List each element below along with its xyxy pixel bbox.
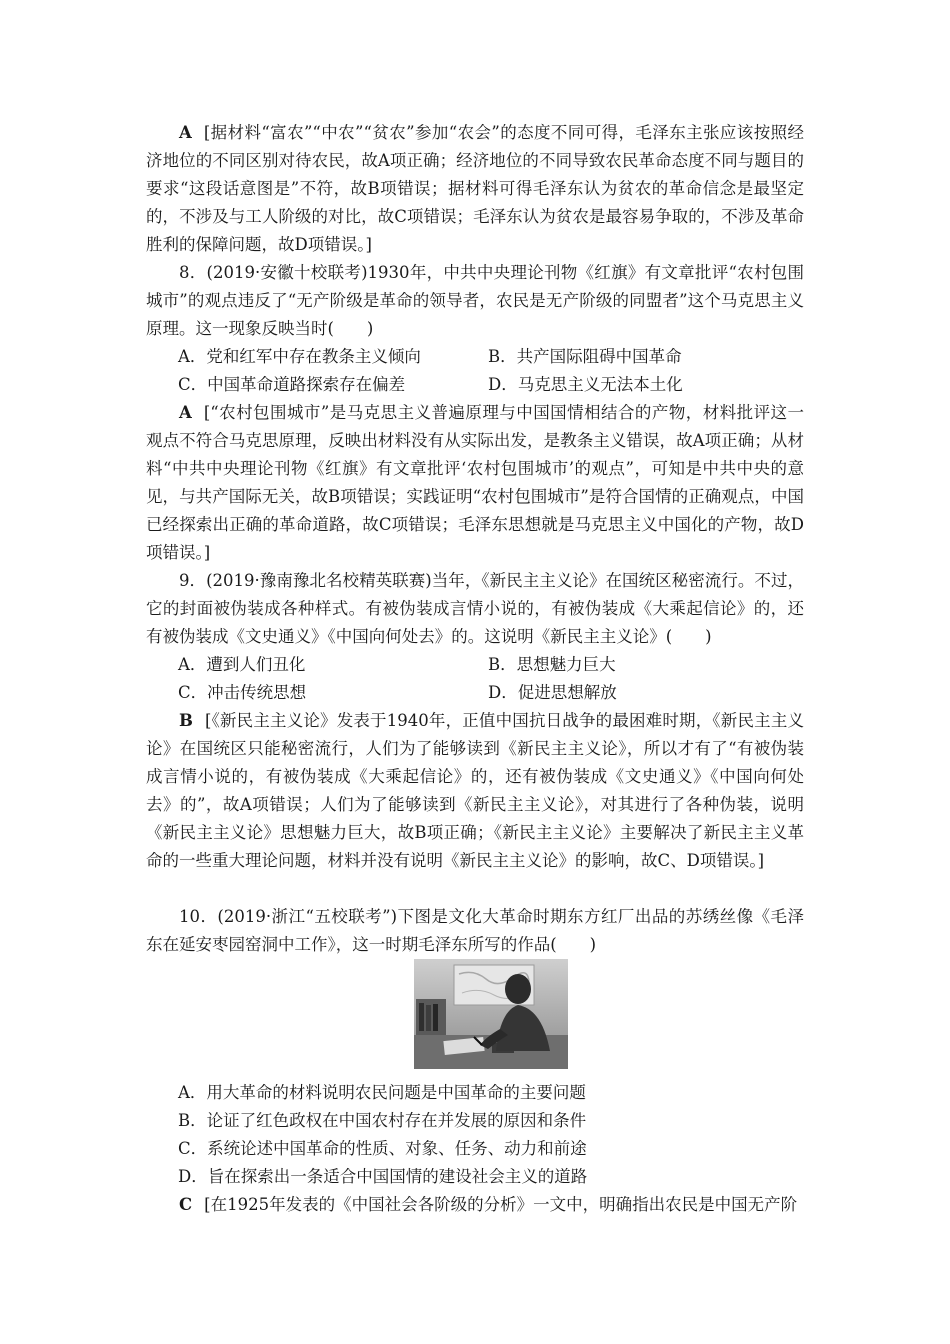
q7-answer-letter: A <box>179 123 192 142</box>
q8-answer-explanation <box>146 399 804 567</box>
q8-option-c: C．中国革命道路探索存在偏差 <box>178 375 406 394</box>
q8-answer-letter: A <box>179 403 192 422</box>
q9-option-d: D．促进思想解放 <box>488 683 617 702</box>
q10-option-d: D．旨在探索出一条适合中国国情的建设社会主义的道路 <box>178 1167 588 1186</box>
q9-stem: 9．(2019·豫南豫北名校精英联赛)当年，《新民主主义论》在国统区秘密流行。不过，它的封面被伪装成各种样式。有被伪装成言情小说的，有被伪装成《大乘起信论》的，还有被伪装成《文史通义》《中国向何处去》的。这说明《新民主主义论》( ) <box>146 571 804 646</box>
q8-answer-text: [“农村包围城市”是马克思主义普遍原理与中国国情相结合的产物，材料批评这一观点不符合马克思原理，反映出材料没有从实际出发，是教条主义错误，故A项正确；从材料“中共中央理论刊物《红旗》有文章批评‘农村包围城市’的观点”，可知是中共中央的意见，与共产国际无关，故B项错误；实践证明“农村包围城市”是符合国情的正确观点，中国已经探索出正确的革命道路，故C项错误；毛泽东思想就是马克思主义中国化的产物，故D项错误。] <box>146 403 804 562</box>
q9-option-a: A．遭到人们丑化 <box>178 655 306 674</box>
q7-answer-explanation <box>146 119 804 259</box>
mao-embroidery-photo <box>414 959 568 1069</box>
q9-option-b: B．思想魅力巨大 <box>488 655 616 674</box>
q8-option-b: B．共产国际阻碍中国革命 <box>488 347 682 366</box>
q10-answer-letter: C <box>179 1195 193 1214</box>
q10-option-a: A．用大革命的材料说明农民问题是中国革命的主要问题 <box>178 1083 586 1102</box>
q10-option-b: B．论证了红色政权在中国农村存在并发展的原因和条件 <box>178 1111 587 1130</box>
q8-option-a: A．党和红军中存在教条主义倾向 <box>178 347 421 366</box>
q9-answer-text: [《新民主主义论》发表于1940年，正值中国抗日战争的最困难时期，《新民主主义论》在国统区只能秘密流行，人们为了能够读到《新民主主义论》，所以才有了“有被伪装成言情小说的，有被伪装成《大乘起信论》的，还有被伪装成《文史通义》《中国向何处去》的”，故A项错误；人们为了能够读到《新民主主义论》，对其进行了各种伪装，说明《新民主主义论》思想魅力巨大，故B项正确；《新民主主义论》主要解决了新民主主义革命的一些重大理论问题，材料并没有说明《新民主主义论》的影响，故C、D项错误。] <box>146 711 804 870</box>
q10-answer-explanation <box>146 1191 804 1219</box>
q9-answer-explanation <box>146 707 804 875</box>
q8-option-d: D．马克思主义无法本土化 <box>488 375 683 394</box>
photo-illustration <box>414 959 568 1069</box>
q9-option-c: C．冲击传统思想 <box>178 683 307 702</box>
q8-stem: 8．(2019·安徽十校联考)1930年，中共中央理论刊物《红旗》有文章批评“农村包围城市”的观点违反了“无产阶级是革命的领导者，农民是无产阶级的同盟者”这个马克思主义原理。这一现象反映当时( ) <box>146 263 804 338</box>
q10-stem: 10．(2019·浙江“五校联考”)下图是文化大革命时期东方红厂出品的苏绣丝像《毛泽东在延安枣园窑洞中工作》，这一时期毛泽东所写的作品( ) <box>146 907 804 954</box>
q10-option-c: C．系统论述中国革命的性质、对象、任务、动力和前途 <box>178 1139 587 1158</box>
q9-answer-letter: B <box>179 711 193 730</box>
q7-answer-text: [据材料“富农”“中农”“贫农”参加“农会”的态度不同可得，毛泽东主张应该按照经济地位的不同区别对待农民，故A项正确；经济地位的不同导致农民革命态度不同与题目的要求“这段话意图是”不符，故B项错误；据材料可得毛泽东认为贫农的革命信念是最坚定的，不涉及与工人阶级的对比，故C项错误；毛泽东认为贫农是最容易争取的，不涉及革命胜利的保障问题，故D项错误。] <box>146 123 804 254</box>
q10-answer-text: [在1925年发表的《中国社会各阶级的分析》一文中，明确指出农民是中国无产阶 <box>204 1195 798 1214</box>
